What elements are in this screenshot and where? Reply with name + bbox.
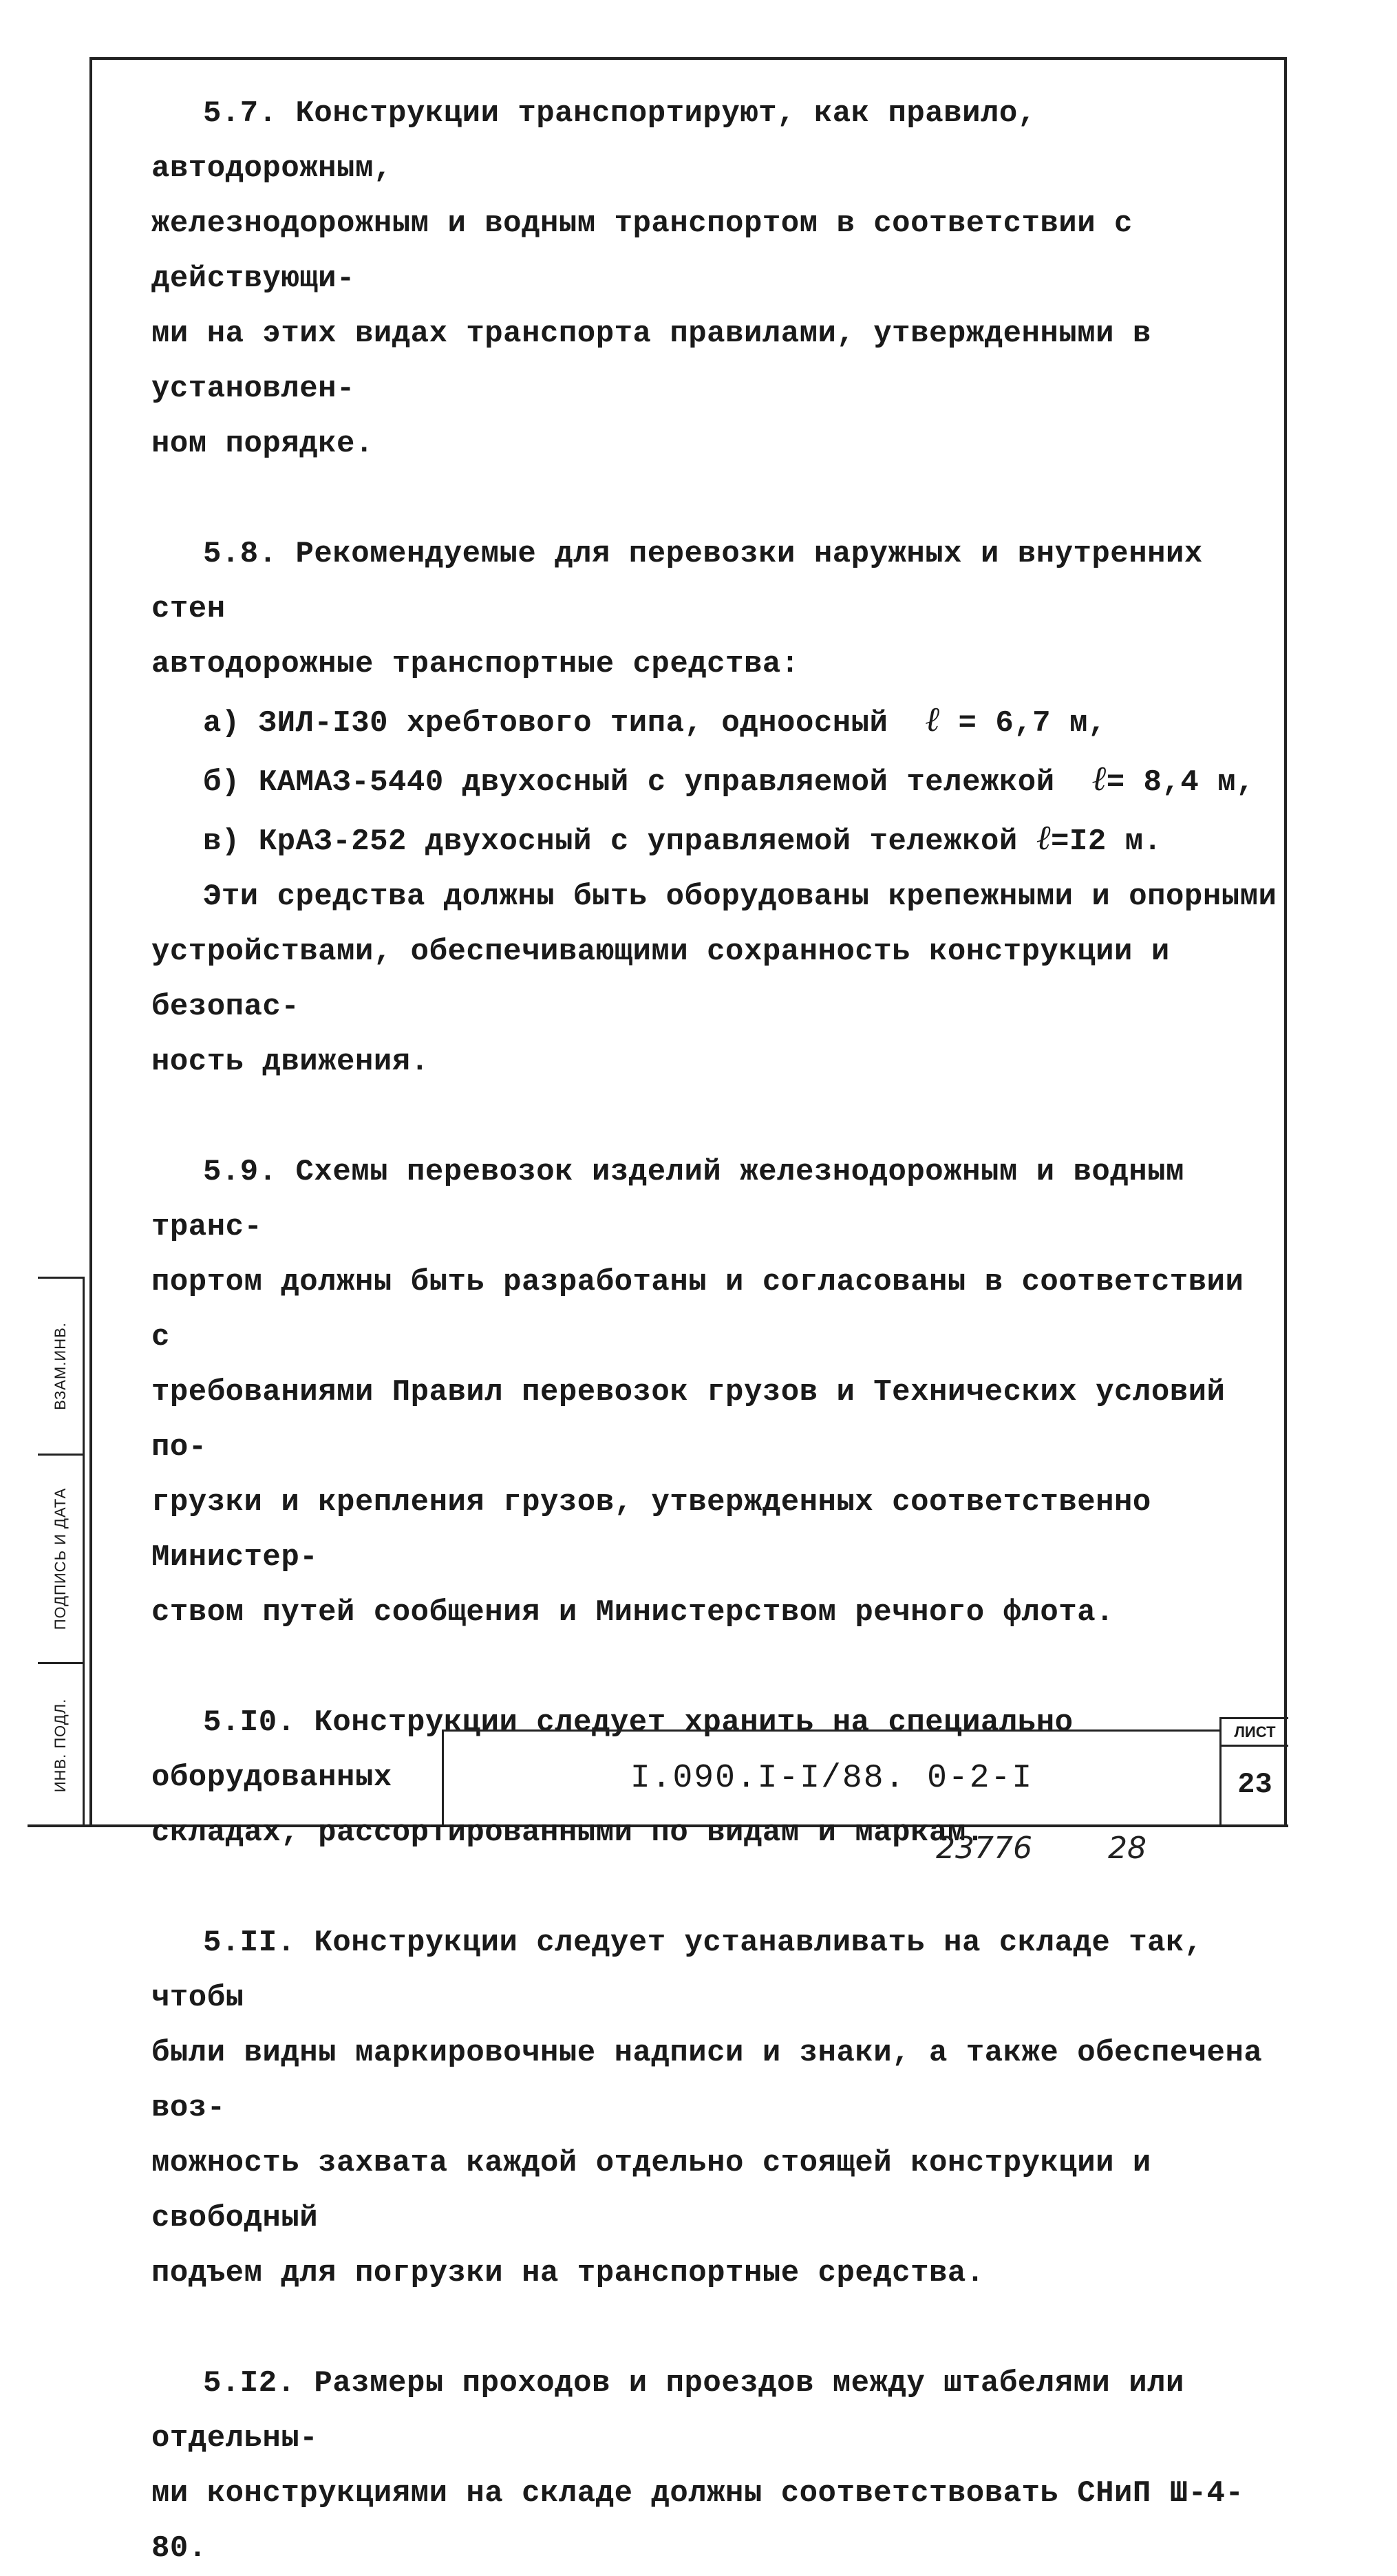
side-label-inv: ИНВ. ПОДЛ.	[51, 1698, 69, 1793]
text-line: 5.8. Рекомендуемые для перевозки наружных и внутренних стен	[151, 537, 1203, 626]
length-symbol: ℓ	[1091, 758, 1107, 798]
text-line: можность захвата каждой отдельно стоящей конструкции и свободный	[151, 2146, 1151, 2235]
text-line: портом должны быть разработаны и согласованы в соответствии с	[151, 1265, 1244, 1354]
list-item-value: = 8,4 м,	[1106, 765, 1255, 800]
title-block	[442, 1729, 1219, 1824]
side-cell-inv	[38, 1664, 83, 1827]
side-label-podpis: ПОДПИСЬ И ДАТА	[51, 1487, 69, 1630]
list-item-text: а) ЗИЛ-I30 хребтового типа, одноосный	[203, 706, 888, 741]
length-symbol: ℓ	[925, 699, 940, 739]
text-line: 5.I0. Конструкции следует хранить на специально оборудованных	[151, 1705, 1074, 1795]
list-item-text: в) КрАЗ-252 двухосный с управляемой тележкой	[203, 824, 1018, 859]
list-item-value: =I2 м.	[1051, 824, 1162, 859]
list-item-text: б) КАМАЗ-5440 двухосный с управляемой тележкой	[203, 765, 1055, 800]
paragraph-5-7	[151, 86, 1280, 471]
list-item-value: = 6,7 м,	[958, 706, 1107, 741]
text-line: ми на этих видах транспорта правилами, утвержденными в установлен-	[151, 317, 1151, 406]
text-line: 5.7. Конструкции транспортируют, как правило, автодорожным,	[151, 96, 1036, 186]
text-line: ством путей сообщения и Министерством речного флота.	[151, 1595, 1115, 1630]
text-line: ность движения.	[151, 1045, 429, 1079]
handwritten-number: 23776	[936, 1831, 1032, 1866]
list-item	[151, 751, 1280, 810]
side-label-vzam: ВЗАМ.ИНВ.	[51, 1322, 69, 1410]
text-line: ном порядке.	[151, 427, 374, 461]
text-line: устройствами, обеспечивающими сохранность конструкции и безопас-	[151, 935, 1170, 1024]
document-code: I.090.I-I/88. 0-2-I	[630, 1759, 1034, 1797]
length-symbol: ℓ	[1036, 818, 1052, 858]
text-line: Эти средства должны быть оборудованы крепежными и опорными	[203, 880, 1277, 914]
paragraph-5-8	[151, 526, 1280, 1089]
sheet-label: ЛИСТ	[1222, 1719, 1288, 1747]
text-line: грузки и крепления грузов, утвержденных соответственно Министер-	[151, 1485, 1151, 1575]
text-line: требованиями Правил перевозок грузов и Технических условий по-	[151, 1375, 1226, 1465]
list-item	[151, 810, 1280, 869]
paragraph-5-9	[151, 1145, 1280, 1640]
paragraph-5-12	[151, 2356, 1280, 2576]
text-line: железнодорожным и водным транспортом в соответствии с действующи-	[151, 206, 1133, 296]
side-cell-podpis	[38, 1456, 83, 1664]
text-line: 5.9. Схемы перевозок изделий железнодорожным и водным транс-	[151, 1155, 1184, 1244]
sheet-box	[1219, 1717, 1288, 1824]
text-line: ми конструкциями на складе должны соответствовать СНиП Ш-4-80.	[151, 2476, 1244, 2566]
text-line: подъем для погрузки на транспортные средства.	[151, 2256, 985, 2290]
list-item	[151, 692, 1280, 751]
text-line: 5.II. Конструкции следует устанавливать на складе так, чтобы	[151, 1926, 1203, 2015]
text-line: складах, рассортированными по видам и маркам.	[151, 1816, 985, 1850]
text-line: были видны маркировочные надписи и знаки, а также обеспечена воз-	[151, 2036, 1263, 2125]
text-line: автодорожные транспортные средства:	[151, 647, 800, 681]
document-body	[151, 86, 1280, 2576]
paragraph-5-11	[151, 1915, 1280, 2301]
sheet-number: 23	[1237, 1768, 1272, 1801]
side-cell-vzam	[38, 1279, 83, 1456]
handwritten-page: 28	[1108, 1831, 1147, 1866]
side-stamp	[38, 1277, 85, 1824]
text-line: 5.I2. Размеры проходов и проездов между штабелями или отдельны-	[151, 2366, 1184, 2456]
